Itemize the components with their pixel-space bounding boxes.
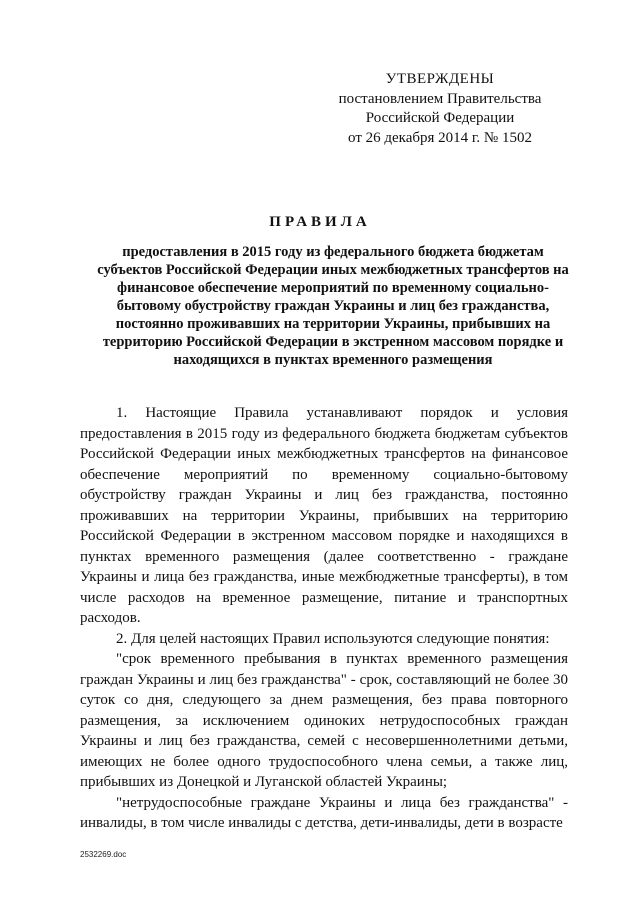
- approval-title: УТВЕРЖДЕНЫ: [385, 71, 495, 87]
- document-subtitle: предоставления в 2015 году из федерального бюджета бюджетам субъектов Российской Федерации иных межбюджетных трансфертов на финансовое обеспечение мероприятий по временному социально-бытовому обустройству граждан Украины и лиц без гражданства, постоянно проживавших на территории Украины, прибывших на территорию Российской Федерации в экстренном массовом порядке и находящихся в пунктах временного размещения: [97, 244, 569, 368]
- document-body: [80, 403, 568, 834]
- paragraph-1: 1. Настоящие Правила устанавливают порядок и условия предоставления в 2015 году из федерального бюджета бюджетам субъектов Российской Федерации иных межбюджетных трансфертов на финансовое обеспечение мероприятий по временному социально-бытовому обустройству граждан Украины и лиц без гражданства, постоянно проживавших на территории Украины, прибывших на территорию Российской Федерации в экстренном массовом порядке и находящихся в пунктах временного размещения (далее соответственно - граждане Украины и лица без гражданства, иные межбюджетные трансферты), в том числе расходов на временное размещение, питание и транспортных расходов.: [80, 405, 568, 626]
- paragraph-3: "срок временного пребывания в пунктах временного размещения граждан Украины и лиц без гражданства" - срок, составляющий не более 30 суток со дня, следующего за днем размещения, без права повторного размещения, за исключением одиноких нетрудоспособных граждан Украины и лиц без гражданства, семей с несовершеннолетними детьми, имеющих не более одного трудоспособного члена семьи, а также лиц, прибывших из Донецкой и Луганской областей Украины;: [80, 651, 568, 790]
- paragraph-2: 2. Для целей настоящих Правил используются следующие понятия:: [116, 630, 550, 647]
- paragraph-4: "нетрудоспособные граждане Украины и лица без гражданства" - инвалиды, в том числе инвалиды с детства, дети-инвалиды, дети в возрасте: [80, 794, 568, 831]
- approval-line-2: Российской Федерации: [365, 110, 515, 126]
- approval-line-3: от 26 декабря 2014 г. № 1502: [348, 129, 532, 146]
- document-footer-id: 2532269.doc: [80, 850, 127, 859]
- approval-line-1: постановлением Правительства: [338, 90, 542, 107]
- document-title: ПРАВИЛА: [269, 214, 371, 230]
- approval-stamp: [330, 70, 550, 148]
